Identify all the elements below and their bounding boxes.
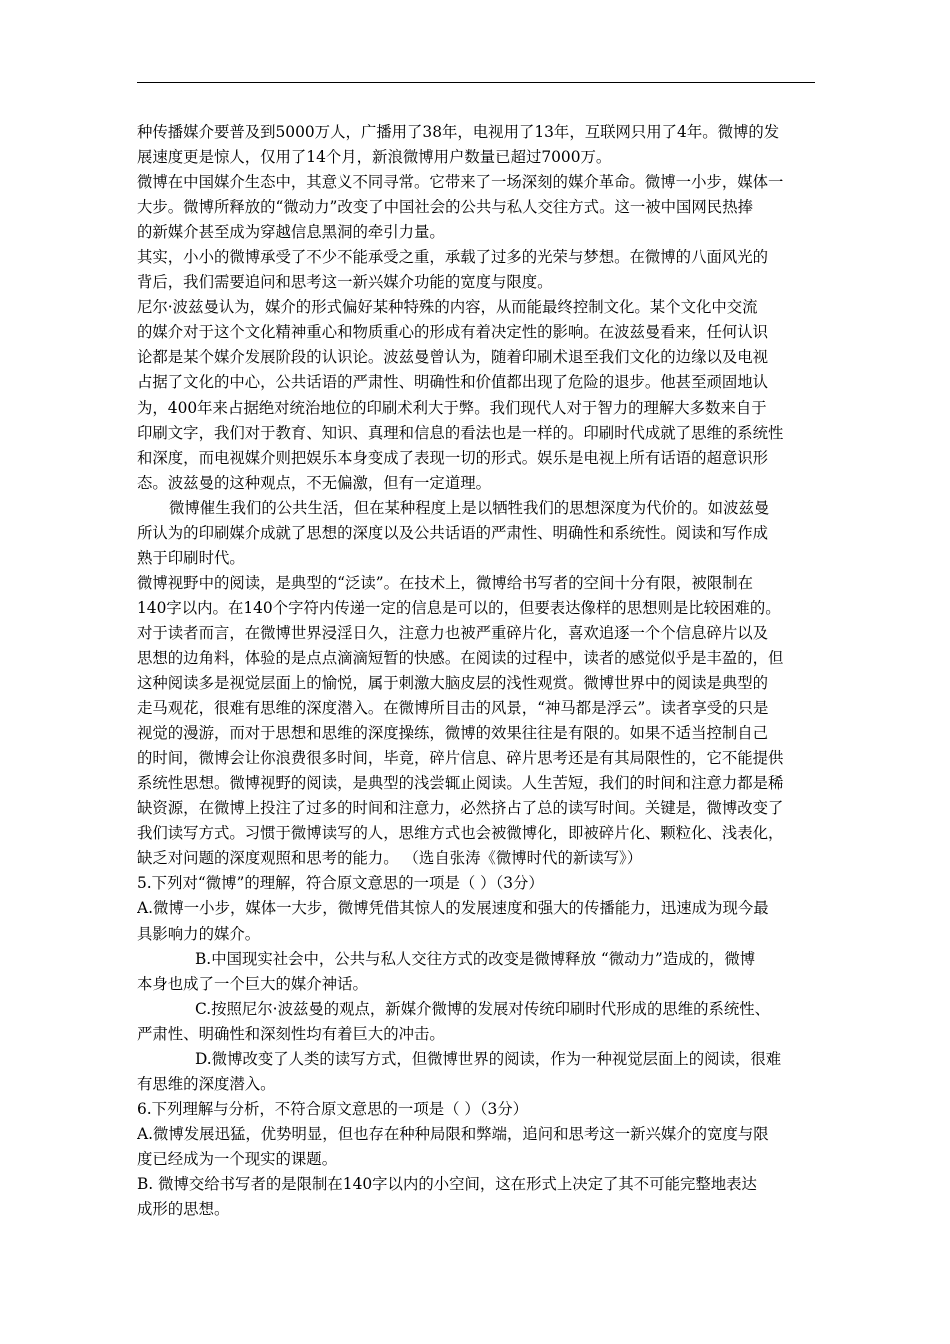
text-line: 缺乏对问题的深度观照和思考的能力。 （选自张涛《微博时代的新读写》） [137,849,643,868]
text-line: 微博在中国媒介生态中，其意义不同寻常。它带来了一场深刻的媒介革命。微博一小步，媒体一 [137,173,784,192]
text-line: D.微博改变了人类的读写方式，但微博世界的阅读，作为一种视觉层面上的阅读，很难 [195,1049,782,1068]
text-line: 和深度，而电视媒介则把娱乐本身变成了表现一切的形式。娱乐是电视上所有话语的超意识形 [137,448,769,467]
text-line: 种传播媒介要普及到5000万人，广播用了38年，电视用了13年，互联网只用了4年。微博的发 [137,123,780,141]
text-line: 严肃性、明确性和深刻性均有着巨大的冲击。 [137,1024,445,1043]
text-line: 展速度更是惊人，仅用了14个月，新浪微博用户数量已超过7000万。 [137,148,612,167]
text-line: 其实，小小的微博承受了不少不能承受之重，承载了过多的光荣与梦想。在微博的八面风光的 [137,248,769,267]
text-line: 论都是某个媒介发展阶段的认识论。波兹曼曾认为，随着印刷术退至我们文化的边缘以及电视 [137,348,769,367]
text-line: 视觉的漫游，而对于思想和思维的深度操练，微博的效果往往是有限的。如果不适当控制自己 [137,724,769,743]
text-line: 度已经成为一个现实的课题。 [137,1149,338,1168]
text-line: 熟于印刷时代。 [137,548,245,567]
text-line: 本身也成了一个巨大的媒介神话。 [137,974,368,993]
text-line: 5.下列对“微博”的理解，符合原文意思的一项是（ ）（3分） [137,874,544,893]
text-line: 所认为的印刷媒介成就了思想的深度以及公共话语的严肃性、明确性和系统性。阅读和写作成 [137,523,769,542]
text-line: 走马观花，很难有思维的深度潜入。在微博所目击的风景，“神马都是浮云”。读者享受的只是 [137,699,769,718]
text-line: 占据了文化的中心，公共话语的严肃性、明确性和价值都出现了危险的退步。他甚至顽固地认 [137,373,769,392]
text-line: 为，400年来占据绝对统治地位的印刷术利大于弊。我们现代人对于智力的理解大多数来自于 [137,398,767,417]
text-line: 态。波兹曼的这种观点，不无偏激，但有一定道理。 [137,473,491,492]
text-line: 背后，我们需要追问和思考这一新兴媒介功能的宽度与限度。 [137,273,553,292]
document-body [137,120,815,1222]
text-line: 微博催生我们的公共生活，但在某种程度上是以牺牲我们的思想深度为代价的。如波兹曼 [169,498,770,517]
text-line: 具影响力的媒介。 [137,924,261,943]
text-line: 印刷文字，我们对于教育、知识、真理和信息的看法也是一样的。印刷时代成就了思维的系统性 [137,423,784,442]
text-line: 的时间，微博会让你浪费很多时间，毕竟，碎片信息、碎片思考还是有其局限性的，它不能提供 [137,749,784,768]
text-line: 思想的边角料，体验的是点点滴滴短暂的快感。在阅读的过程中，读者的感觉似乎是丰盈的，但 [137,648,784,667]
text-line: 大步。微博所释放的“微动力”改变了中国社会的公共与私人交往方式。这一被中国网民热捧 [137,198,753,217]
text-line: 的新媒介甚至成为穿越信息黑洞的牵引力量。 [137,223,445,242]
text-line: 这种阅读多是视觉层面上的愉悦，属于刺激大脑皮层的浅性观赏。微博世界中的阅读是典型的 [137,674,769,693]
text-line: A.微博发展迅猛，优势明显，但也存在种种局限和弊端，追问和思考这一新兴媒介的宽度与限 [137,1124,769,1143]
text-line: 缺资源，在微博上投注了过多的时间和注意力，必然挤占了总的读写时间。关键是，微博改变了 [137,799,784,818]
text-line: 微博视野中的阅读，是典型的“泛读”。在技术上，微博给书写者的空间十分有限，被限制在 [137,573,753,592]
text-line: B.中国现实社会中，公共与私人交往方式的改变是微博释放 “微动力”造成的，微博 [195,949,756,968]
text-line: B. 微博交给书写者的是限制在140字以内的小空间，这在形式上决定了其不可能完整地表达 [137,1174,757,1193]
text-line: 对于读者而言，在微博世界浸淫日久，注意力也被严重碎片化，喜欢追逐一个个信息碎片以及 [137,623,769,642]
text-line: A.微博一小步，媒体一大步，微博凭借其惊人的发展速度和强大的传播能力，迅速成为现今最 [137,899,769,918]
text-line: C.按照尼尔·波兹曼的观点，新媒介微博的发展对传统印刷时代形成的思维的系统性、 [195,999,771,1018]
text-line: 有思维的深度潜入。 [137,1074,276,1093]
text-line: 6.下列理解与分析，不符合原文意思的一项是（ ）（3分） [137,1099,529,1118]
text-line: 140字以内。在140个字符内传递一定的信息是可以的，但要表达像样的思想则是比较困难的。 [137,598,781,617]
text-line: 的媒介对于这个文化精神重心和物质重心的形成有着决定性的影响。在波兹曼看来，任何认识 [137,323,769,342]
text-line: 尼尔·波兹曼认为，媒介的形式偏好某种特殊的内容，从而能最终控制文化。某个文化中交流 [137,298,758,317]
text-line: 我们读写方式。习惯于微博读写的人，思维方式也会被微博化，即被碎片化、颗粒化、浅表化， [137,824,784,843]
header-rule [137,82,815,83]
text-line: 成形的思想。 [137,1200,230,1219]
text-line: 系统性思想。微博视野的阅读，是典型的浅尝辄止阅读。人生苦短，我们的时间和注意力都是稀 [137,774,784,793]
